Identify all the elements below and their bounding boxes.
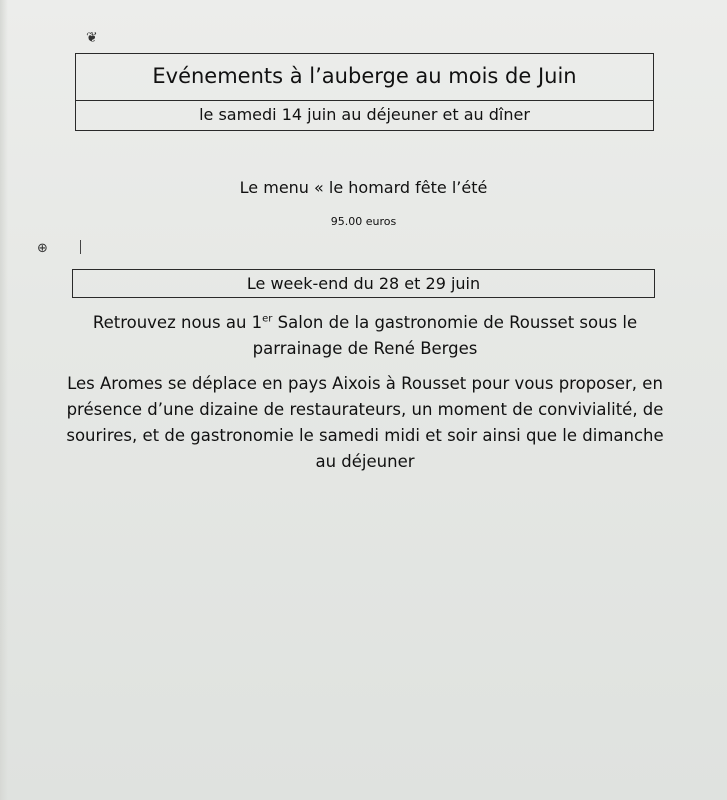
pin-icon: ❦ [86, 30, 98, 46]
salon-text-end: Salon de la gastronomie de Rousset sous le parrainage de René Berges [252, 313, 638, 358]
text-cursor[interactable] [80, 240, 81, 254]
page-title: Evénements à l’auberge au mois de Juin [76, 54, 653, 101]
menu-line: Le menu « le homard fête l’été [239, 178, 488, 197]
salon-text-start: Retrouvez nous au 1 [92, 313, 263, 332]
price-text: 95.00 euros [330, 215, 397, 228]
event-subtitle: le samedi 14 juin au déjeuner et au dîner [199, 105, 530, 124]
salon-paragraph [70, 310, 660, 362]
salon-ordinal: er [262, 313, 273, 325]
loop-icon: ⊕ [37, 241, 48, 256]
title-table [75, 53, 654, 131]
weekend-heading: Le week-end du 28 et 29 juin [72, 269, 655, 298]
aromes-paragraph: Les Aromes se déplace en pays Aixois à Rousset pour vous proposer, en présence d’une dizaine de restaurateurs, un moment de convivialité, de sourires, et de gastronomie le samedi midi et soir ainsi que le dimanche au déjeuner [66, 374, 664, 471]
page-edge [0, 0, 8, 800]
